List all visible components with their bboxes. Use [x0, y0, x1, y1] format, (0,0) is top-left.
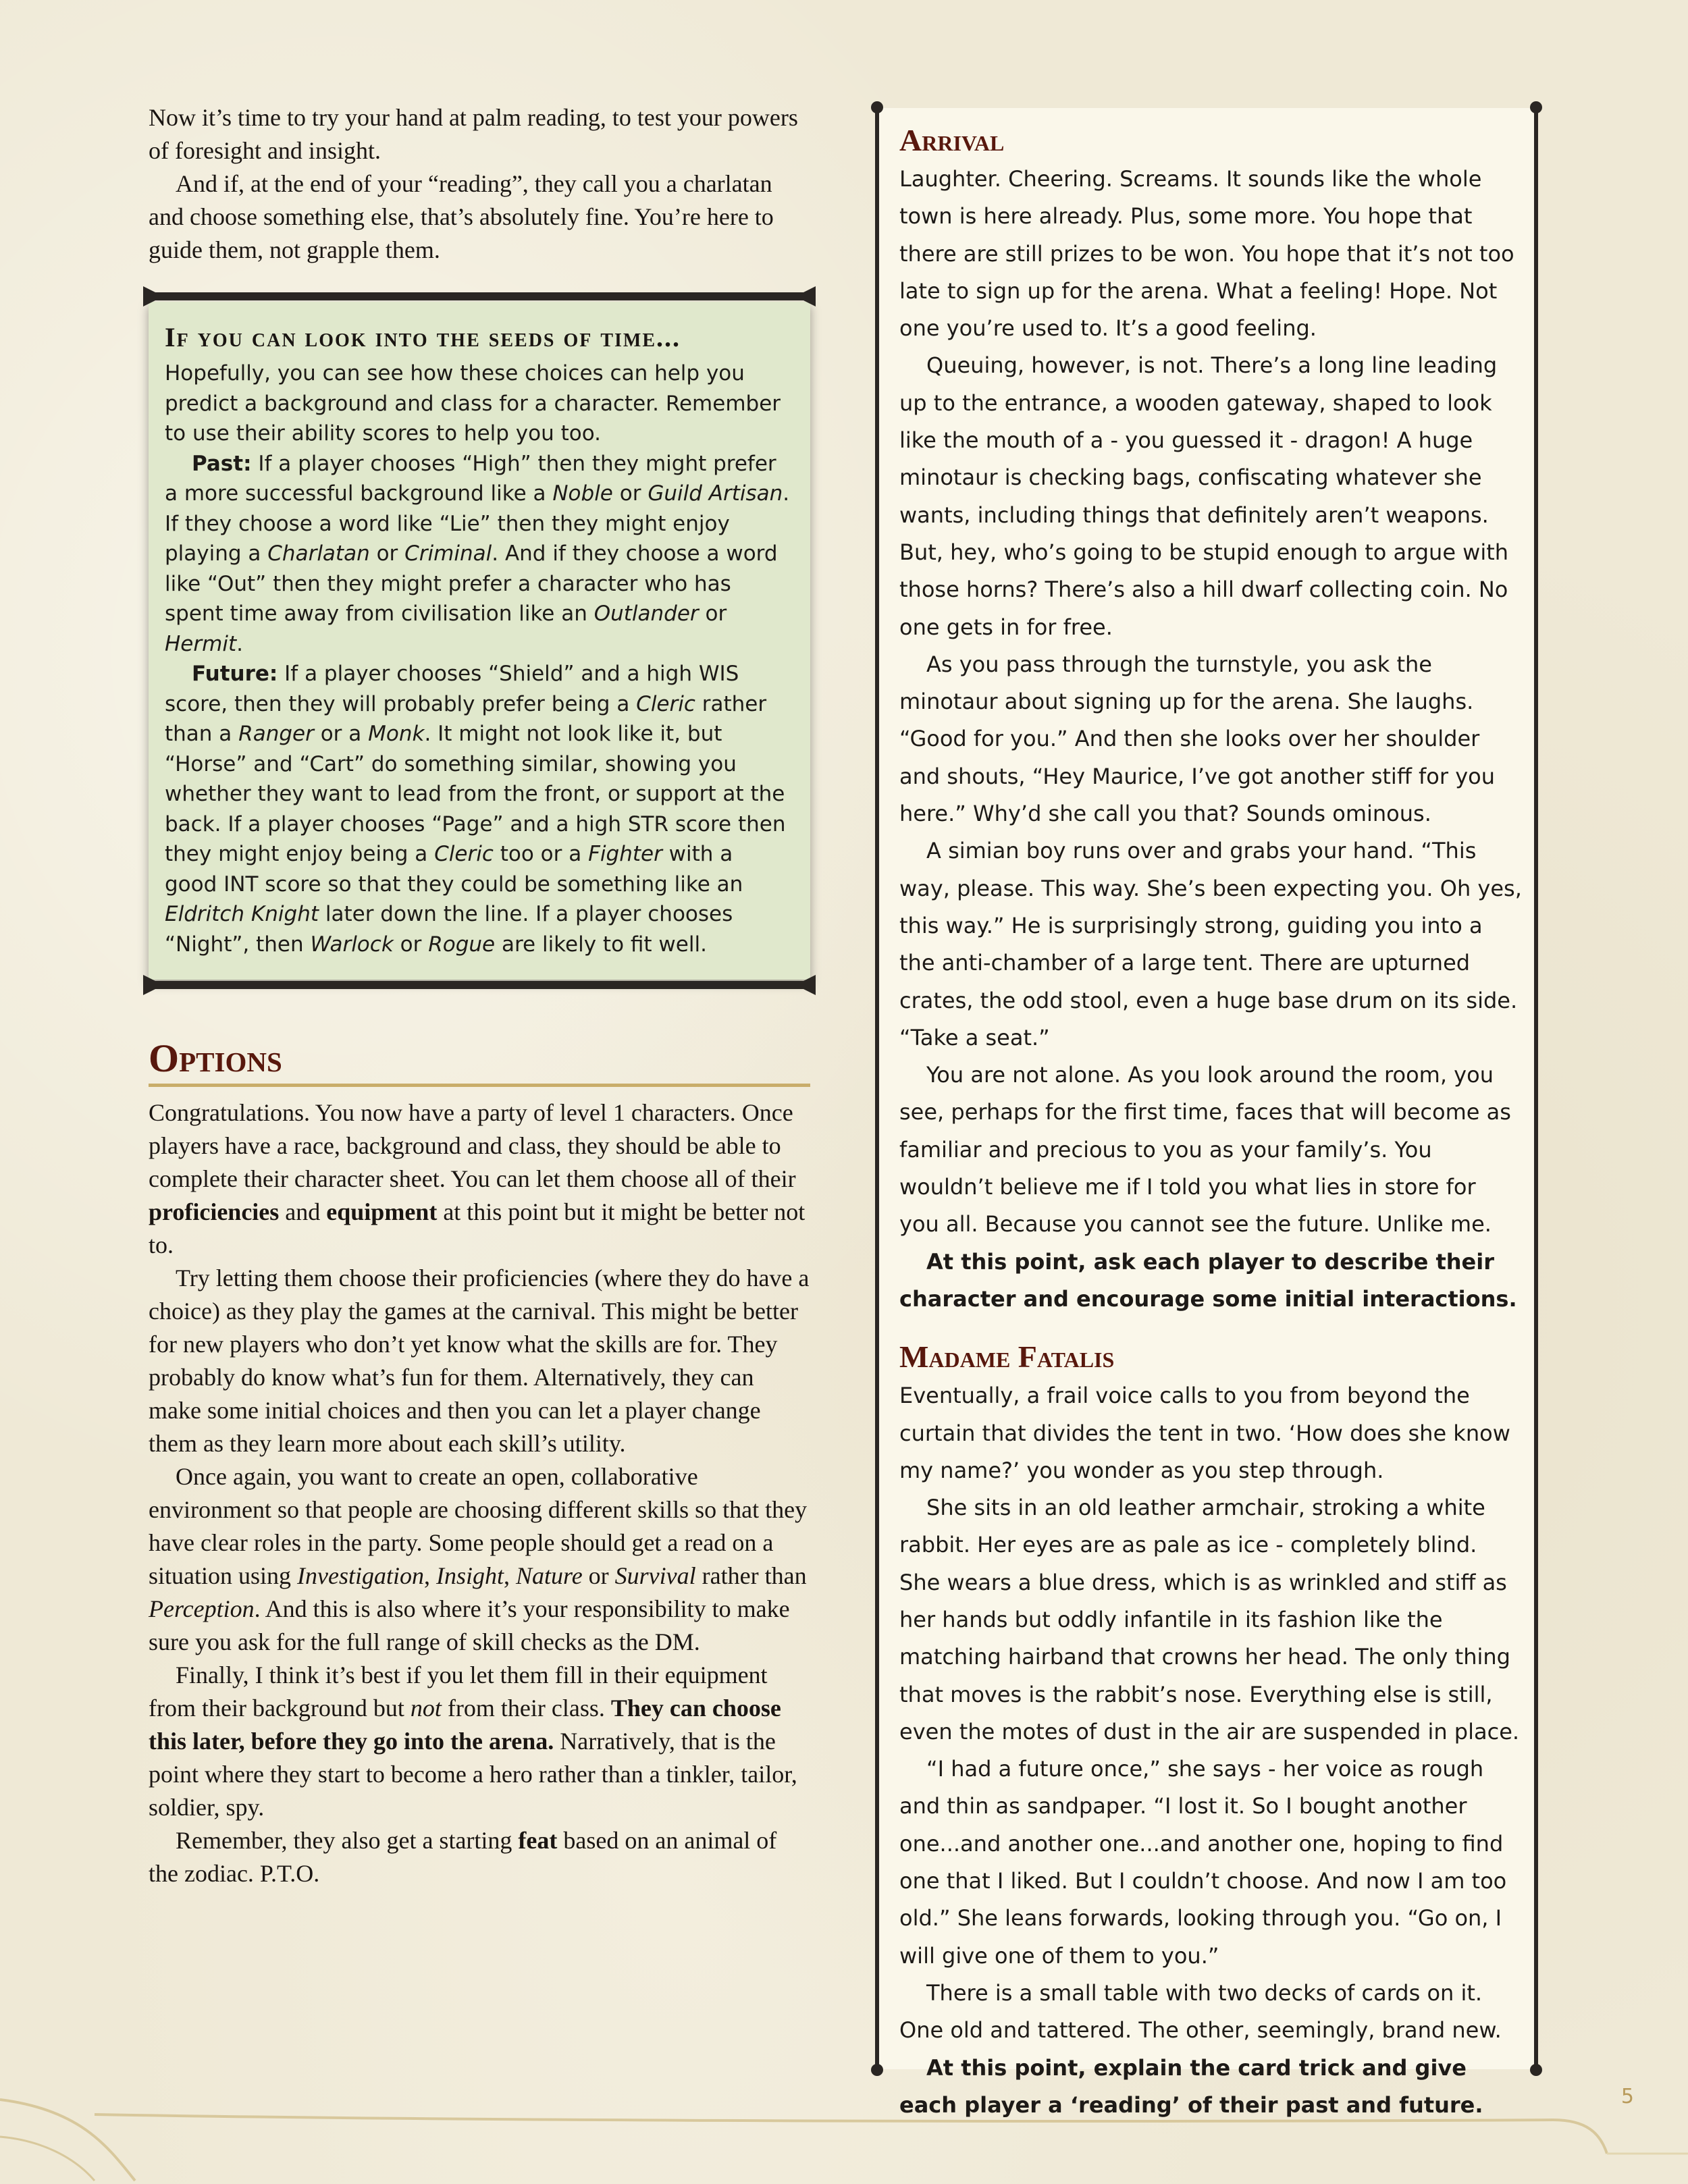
madame-fatalis-heading: Madame Fatalis [899, 1339, 1115, 1375]
read-aloud-panel [875, 108, 1538, 2118]
arrival-paragraph-5: You are not alone. As you look around the room, you see, perhaps for the first time, faces that will become as familiar and precious to you as your family’s. You wouldn’t believe me if I told you what lies in store for you all. Because you cannot see the future. Unlike me. [899, 1062, 1511, 1237]
arrival-paragraph-1: Laughter. Cheering. Screams. It sounds like the whole town is here already. Plus, some more. You hope that there are still prizes to be won. You hope that it’s not too late to sign up for the arena. What a feeling! Hope. Not one you’re used to. It’s a good feeling. [899, 166, 1514, 342]
arrival-paragraph-2: Queuing, however, is not. There’s a long line leading up to the entrance, a wooden gateway, shaped to look like the mouth of a - you guessed it - dragon! A huge minotaur is checking bags, confiscating whatever she wants, including things that definitely aren’t weapons. But, hey, who’s going to be stupid enough to argue with those horns? There’s also a hill dwarf collecting coin. No one gets in for free. [899, 352, 1509, 640]
page-number: 5 [1620, 2085, 1634, 2108]
note-bottom-bar [144, 981, 814, 989]
intro-paragraph-1: Now it’s time to try your hand at palm reading, to test your powers of foresight and insight. [149, 104, 798, 164]
madame-paragraph-3: “I had a future once,” she says - her voice as rough and thin as sandpaper. “I lost it. So I bought another one...and another one...and another one, hoping to find one that I liked. But I couldn’t choose. And now I am too old.” She leans forwards, looking through you. “Go on, I will give one of them to you.” [899, 1756, 1507, 1969]
note-past-paragraph: Past: If a player chooses “High” then they might prefer a more successful background like a Noble or Guild Artisan. If they choose a word like “Lie” then they might enjoy playing a Charlatan or Criminal. And if they choose a word like “Out” then they might prefer a character who has spent time away from civilisation like an Outlander or Hermit. [165, 451, 790, 656]
note-future-label: Future: [192, 662, 278, 686]
note-title: If you can look into the seeds of time... [165, 322, 681, 352]
arrival-paragraph-4: A simian boy runs over and grabs your hand. “This way, please. This way. She’s been expecting you. Oh yes, this way.” He is surprisingly strong, guiding you into a the anti-chamber of a large tent. There are upturned crates, the odd stool, even a huge base drum on its side. “Take a seat.” [899, 838, 1522, 1050]
note-future-paragraph: Future: If a player chooses “Shield” and a high WIS score, then they will probably prefer being a Cleric rather than a Ranger or a Monk. It might not look like it, but “Horse” and “Cart” do something similar, showing you whether they want to lead from the front, or support at the back. If a player chooses “Page” and a high STR score then they might enjoy being a Cleric too or a Fighter with a good INT score so that they could be something like an Eldritch Knight later down the line. If a player chooses “Night”, then Warlock or Rogue are likely to fit well. [165, 662, 786, 957]
intro-paragraph-2: And if, at the end of your “reading”, they call you a charlatan and choose something else, that’s absolutely fine. You’re here to guide them, not grapple them. [149, 170, 774, 263]
arrival-heading: Arrival [899, 123, 1005, 157]
options-paragraph-2: Try letting them choose their proficiencies (where they do have a choice) as they play the games at the carnival. This might be better for new players who don’t yet know what the skills are for. They probably do know what’s fun for them. Alternatively, they can make some initial choices and then you can let a player change them as they learn more about each skill’s utility. [149, 1264, 810, 1457]
note-top-bar [144, 292, 814, 300]
rivet-top-right [1530, 101, 1542, 113]
arrival-instruction: At this point, ask each player to describe their character and encourage some initial interactions. [899, 1248, 1517, 1312]
madame-paragraph-2: She sits in an old leather armchair, stroking a white rabbit. Her eyes are as pale as ice - completely blind. She wears a blue dress, which is as wrinkled and stiff as her hands but oddly infantile in its fashion like the matching hairband that crowns her head. The only thing that moves is the rabbit’s nose. Everything else is still, even the motes of dust in the air are suspended in place. [899, 1495, 1520, 1744]
note-box [149, 302, 810, 980]
note-past-label: Past: [192, 451, 252, 476]
options-body [149, 1096, 810, 1890]
left-column [149, 101, 810, 1890]
options-paragraph-1: Congratulations. You now have a party of level 1 characters. Once players have a race, background and class, they should be able to complete their character sheet. You can let them choose all of their proficiencies and equipment at this point but it might be better not to. [149, 1099, 806, 1258]
options-paragraph-3: Once again, you want to create an open, collaborative environment so that people are choosing different skills so that they have clear roles in the party. Some people should get a read on a situation using Investigation, Insight, Nature or Survival rather than Perception. And this is also where it’s your responsibility to make sure you ask for the full range of skill checks as the DM. [149, 1463, 808, 1655]
footer-ornament [0, 2073, 1688, 2184]
madame-paragraph-4: There is a small table with two decks of cards on it. One old and tattered. The other, seemingly, brand new. [899, 1979, 1502, 2044]
rivet-top-left [871, 101, 883, 113]
madame-instruction: At this point, explain the card trick and give each player a ‘reading’ of their past and future. [899, 2054, 1483, 2118]
madame-paragraph-1: Eventually, a frail voice calls to you from beyond the curtain that divides the tent in two. ‘How does she know my name?’ you wonder as you step through. [899, 1383, 1510, 1483]
options-heading: Options [149, 1036, 810, 1087]
options-paragraph-5: Remember, they also get a starting feat based on an animal of the zodiac. P.T.O. [149, 1827, 777, 1887]
arrival-paragraph-3: As you pass through the turnstyle, you ask the minotaur about signing up for the arena. She laughs. “Good for you.” And then she looks over her shoulder and shouts, “Hey Maurice, I’ve got another stiff for you here.” Why’d she call you that? Sounds ominous. [899, 651, 1495, 827]
options-paragraph-4: Finally, I think it’s best if you let them fill in their equipment from their background but not from their class. They can choose this later, before they go into the arena. Narratively, that is the point where they start to become a hero rather than a tinkler, tailor, soldier, spy. [149, 1661, 797, 1821]
note-paragraph-1: Hopefully, you can see how these choices can help you predict a background and class for a character. Remember to use their ability scores to help you too. [165, 361, 781, 446]
